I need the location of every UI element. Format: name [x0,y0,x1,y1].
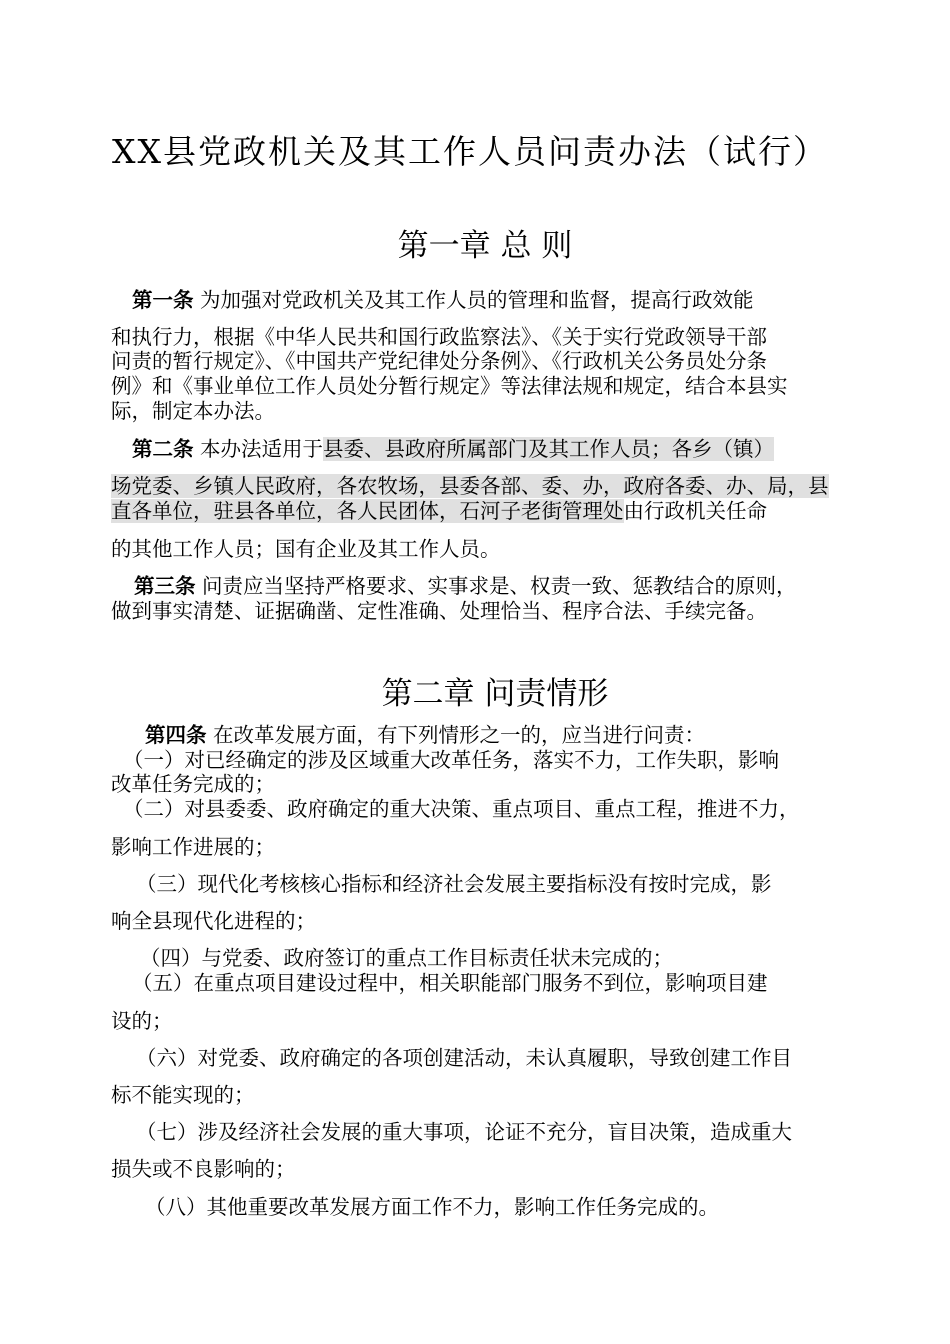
document-title: XX县党政机关及其工作人员问责办法（试行） [112,132,828,171]
article-4-label: 第四条 [145,723,207,747]
item-7-line-2: 损失或不良影响的； [111,1157,296,1181]
item-3-line-1: （三）现代化考核核心指标和经济社会发展主要指标没有按时完成，影 [136,872,772,896]
chapter-2-heading: 第二章 问责情形 [381,676,609,712]
item-2-line-2: 影响工作进展的； [111,835,275,859]
article-1-text-1: 为加强对党政机关及其工作人员的管理和监督，提高行政效能 [200,288,754,312]
item-1-line-1: （一）对已经确定的涉及区域重大改革任务，落实不力，工作失职，影响 [123,748,779,772]
article-1-line-3: 问责的暂行规定》、《中国共产党纪律处分条例》、《行政机关公务员处分条 [111,349,767,373]
article-2-text-3: 由行政机关任命 [623,499,767,523]
article-3-line-1 [134,573,797,599]
item-5-line-2: 设的； [111,1009,173,1033]
article-1-line-2: 和执行力，根据《中华人民共和国行政监察法》、《关于实行党政领导干部 [111,325,767,349]
item-7-line-1: （七）涉及经济社会发展的重大事项，论证不充分，盲目决策，造成重大 [136,1120,792,1144]
article-4-intro [145,722,705,748]
article-1-line-1 [132,287,754,313]
item-8-line-1: （八）其他重要改革发展方面工作不力，影响工作任务完成的。 [145,1195,719,1219]
item-6-line-2: 标不能实现的； [111,1083,255,1107]
article-2-line-1 [132,436,774,462]
item-3-line-2: 响全县现代化进程的； [111,909,316,933]
article-4-intro-text: 在改革发展方面，有下列情形之一的，应当进行问责： [213,723,706,747]
article-2-line-4: 的其他工作人员；国有企业及其工作人员。 [111,537,501,561]
article-1-line-5: 际，制定本办法。 [111,399,275,423]
article-2-highlight-3: 直各单位，驻县各单位，各人民团体，石河子老街管理处 [111,499,624,523]
article-2-label: 第二条 [132,437,194,461]
article-3-line-2: 做到事实清楚、证据确凿、定性准确、处理恰当、程序合法、手续完备。 [111,599,767,623]
chapter-1-heading: 第一章 总 则 [397,228,573,264]
item-4-line-1: （四）与党委、政府签订的重点工作目标责任状未完成的； [140,946,673,970]
item-1-line-2: 改革任务完成的； [111,772,275,796]
article-2-line-2 [111,473,829,499]
item-5-line-1: （五）在重点项目建设过程中，相关职能部门服务不到位，影响项目建 [132,971,768,995]
article-3-label: 第三条 [134,574,196,598]
article-2-line-3 [111,498,767,524]
article-2-text-1: 本办法适用于 [200,437,324,461]
article-1-label: 第一条 [132,288,194,312]
article-3-text-1: 问责应当坚持严格要求、实事求是、权责一致、惩教结合的原则， [202,574,797,598]
item-2-line-1: （二）对县委委、政府确定的重大决策、重点项目、重点工程，推进不力， [123,797,800,821]
article-2-highlight-2: 场党委、乡镇人民政府，各农牧场，县委各部、委、办，政府各委、办、局，县 [111,474,829,498]
article-2-highlight-1: 县委、县政府所属部门及其工作人员；各乡（镇） [323,437,775,461]
item-6-line-1: （六）对党委、政府确定的各项创建活动，未认真履职，导致创建工作目 [136,1046,792,1070]
article-1-line-4: 例》和《事业单位工作人员处分暂行规定》等法律法规和规定，结合本县实 [111,374,788,398]
